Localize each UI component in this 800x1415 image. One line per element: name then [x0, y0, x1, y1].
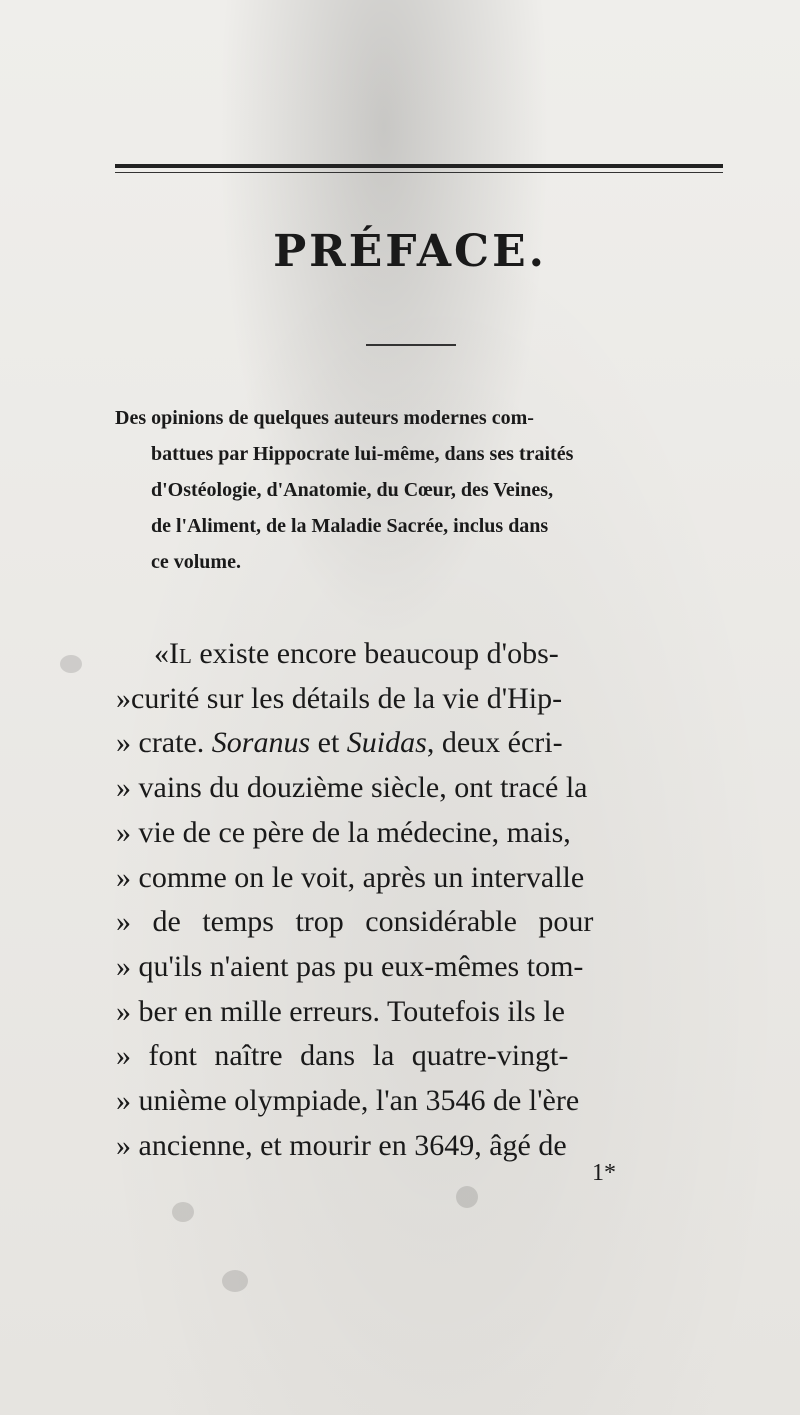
- signature-mark: 1*: [592, 1160, 616, 1186]
- body-text-run: » crate.: [116, 726, 212, 760]
- summary-line: ce volume.: [151, 551, 241, 573]
- body-line: [116, 632, 736, 677]
- body-text-run: et: [310, 726, 347, 760]
- header-rule-thin: [115, 172, 723, 173]
- summary-line: Des opinions de quelques auteurs modernes com-: [115, 407, 534, 429]
- body-line: [116, 721, 736, 766]
- body-line: » unième olympiade, l'an 3546 de l'ère: [116, 1084, 580, 1118]
- opening-quote: «: [154, 637, 169, 670]
- body-line: » de temps trop considérable pour: [116, 905, 594, 939]
- small-caps-word: Il: [169, 637, 192, 670]
- italic-name: Suidas: [346, 726, 427, 760]
- body-line: » comme on le voit, après un intervalle: [116, 860, 585, 894]
- body-text-run: existe encore beaucoup d'obs-: [191, 637, 559, 670]
- body-line: » qu'ils n'aient pas pu eux-mêmes tom-: [116, 949, 584, 983]
- body-line: » ber en mille erreurs. Toutefois ils le: [116, 994, 565, 1028]
- paper-stain: [60, 655, 82, 673]
- paper-stain: [456, 1186, 478, 1208]
- header-rule-thick: [115, 164, 723, 168]
- paper-stain: [172, 1202, 194, 1222]
- chapter-summary: [115, 400, 727, 580]
- page-title: PRÉFACE.: [273, 226, 547, 277]
- body-line: » font naître dans la quatre-vingt-: [116, 1039, 569, 1073]
- paper-stain: [222, 1270, 248, 1292]
- body-paragraph: [116, 632, 736, 1168]
- italic-name: Soranus: [211, 726, 311, 760]
- summary-line: d'Ostéologie, d'Anatomie, du Cœur, des Veines,: [151, 479, 554, 501]
- body-text-run: , deux écri-: [426, 726, 563, 760]
- summary-line: de l'Aliment, de la Maladie Sacrée, inclus dans: [151, 515, 549, 537]
- body-line: » ancienne, et mourir en 3649, âgé de: [116, 1128, 567, 1162]
- body-line: » vie de ce père de la médecine, mais,: [116, 815, 571, 849]
- title-separator: [366, 344, 456, 346]
- body-line: » vains du douzième siècle, ont tracé la: [116, 771, 588, 805]
- body-line: »curité sur les détails de la vie d'Hip-: [116, 681, 563, 715]
- summary-line: battues par Hippocrate lui-même, dans ses traités: [151, 443, 574, 465]
